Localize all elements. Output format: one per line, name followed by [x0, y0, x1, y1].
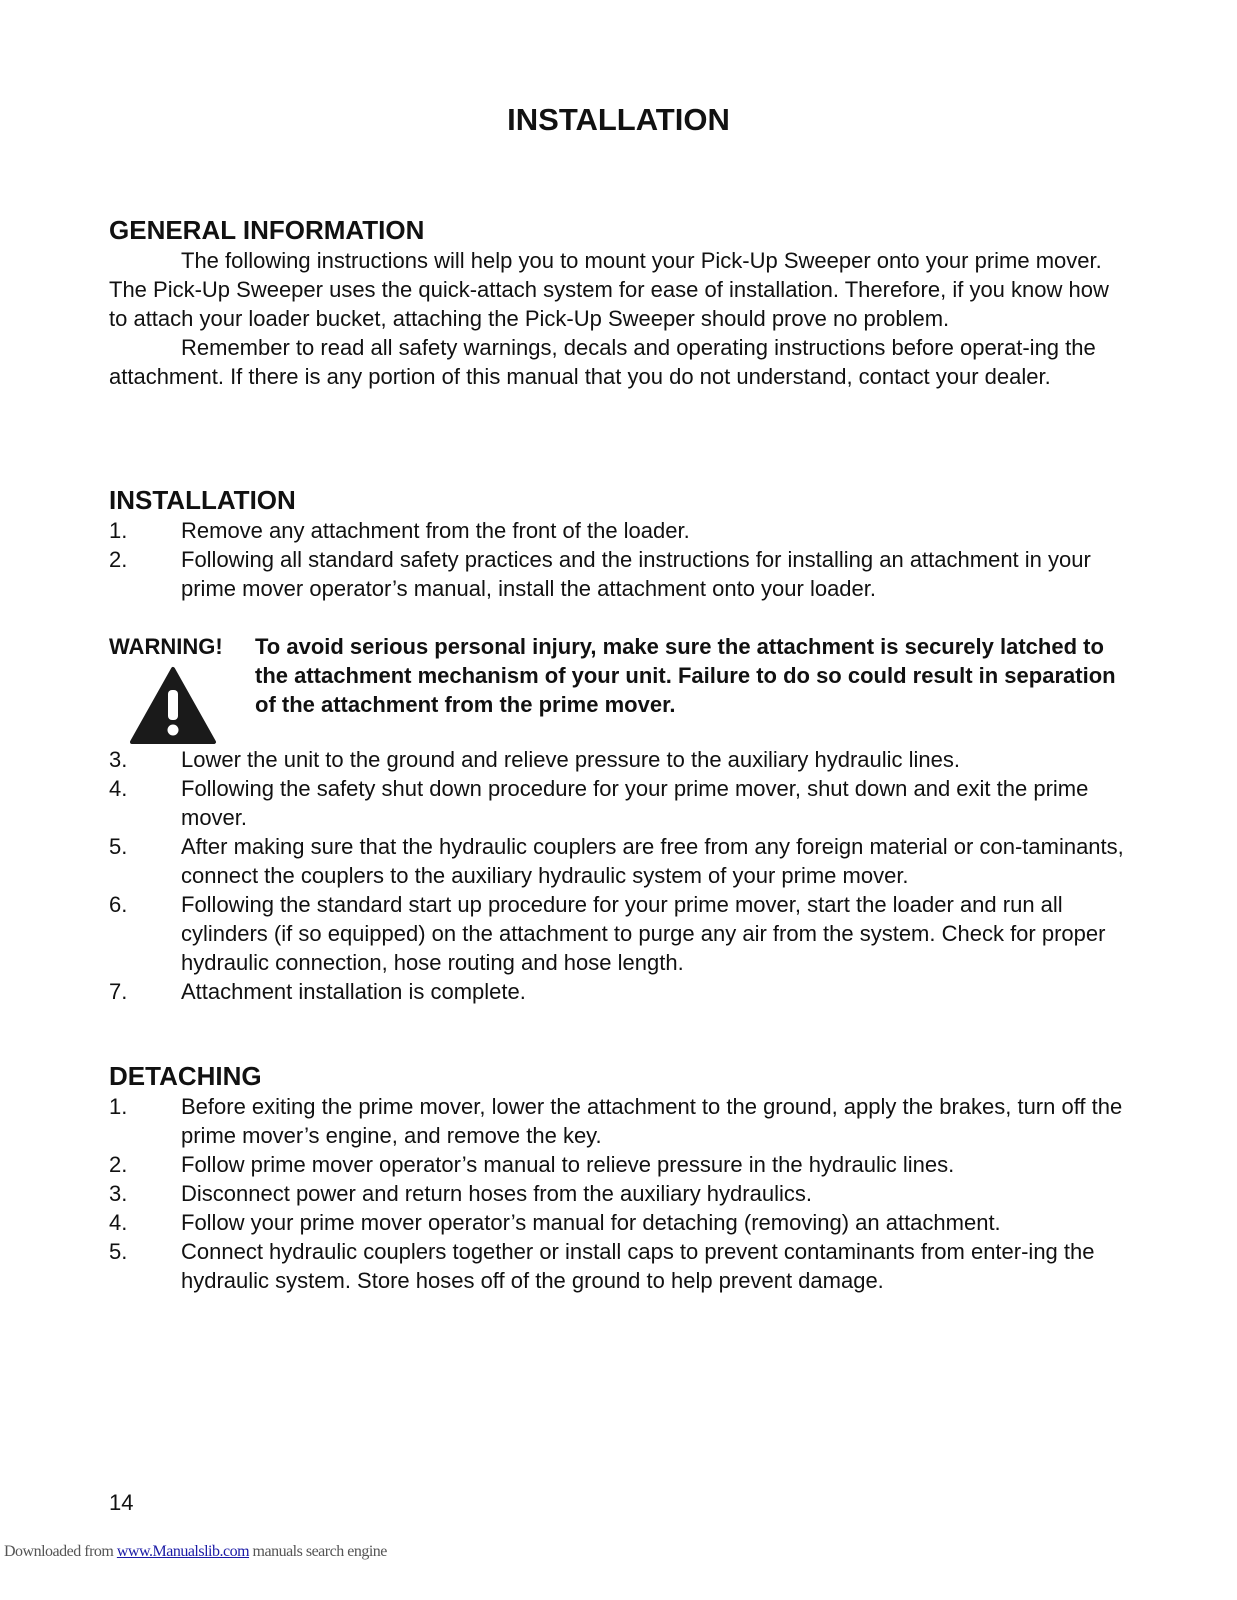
footer: [4, 1542, 387, 1562]
list-item: [109, 977, 1129, 1006]
step-text: Following the standard start up procedure for your prime mover, start the loader and run all cylinders (if so equipped) on the attachment to purge any air from the system. Check for proper hydraulic connection, hose routing and hose length.: [181, 892, 1106, 975]
step-number: 5.: [109, 1239, 128, 1264]
step-number: 1.: [109, 518, 128, 543]
installation-steps-list: [109, 745, 1129, 1006]
footer-suffix: manuals search engine: [249, 1543, 387, 1560]
list-item: [109, 516, 1129, 545]
list-item: [109, 1237, 1129, 1295]
step-text: Before exiting the prime mover, lower the attachment to the ground, apply the brakes, turn off the prime mover’s engine, and remove the key.: [181, 1094, 1123, 1148]
installation-steps-continued: [109, 745, 1129, 1006]
section-heading-general: GENERAL INFORMATION: [109, 215, 425, 245]
step-text: Attachment installation is complete.: [181, 979, 526, 1004]
section-heading-installation: INSTALLATION: [109, 485, 296, 515]
warning-block: [109, 632, 1129, 719]
step-number: 3.: [109, 747, 128, 772]
list-item: [109, 1150, 1129, 1179]
list-item: [109, 545, 1129, 603]
step-text: After making sure that the hydraulic couplers are free from any foreign material or con-taminants, connect the couplers to the auxiliary hydraulic system of your prime mover.: [181, 834, 1124, 888]
step-number: 7.: [109, 979, 128, 1004]
footer-prefix: Downloaded from: [4, 1543, 117, 1560]
detaching-steps-list: [109, 1092, 1129, 1295]
step-text: Following the safety shut down procedure for your prime mover, shut down and exit the prime mover.: [181, 776, 1089, 830]
warning-label: WARNING!: [109, 634, 223, 659]
page-number: 14: [109, 1490, 134, 1515]
list-item: [109, 774, 1129, 832]
list-item: [109, 1208, 1129, 1237]
list-item: [109, 1179, 1129, 1208]
detaching-section: [109, 1060, 1129, 1295]
step-number: 4.: [109, 776, 128, 801]
warning-text: To avoid serious personal injury, make sure the attachment is securely latched to the attachment mechanism of your unit. Failure to do so could result in separation of the attachment from the prime mover.: [255, 634, 1116, 717]
footer-link[interactable]: www.Manualslib.com: [116, 1543, 250, 1560]
step-number: 5.: [109, 834, 128, 859]
step-text: Follow your prime mover operator’s manual for detaching (removing) an attachment.: [181, 1210, 1001, 1235]
step-number: 1.: [109, 1094, 128, 1119]
general-paragraph: The following instructions will help you to mount your Pick-Up Sweeper onto your prime mover. The Pick-Up Sweeper uses the quick-attach system for ease of installation. Therefore, if you know how to attach your loader bucket, attaching the Pick-Up Sweeper should prove no problem.: [109, 248, 1109, 331]
installation-steps-list: [109, 516, 1129, 603]
list-item: [109, 832, 1129, 890]
section-heading-detaching: DETACHING: [109, 1061, 262, 1091]
step-text: Follow prime mover operator’s manual to relieve pressure in the hydraulic lines.: [181, 1152, 955, 1177]
list-item: [109, 890, 1129, 977]
list-item: [109, 745, 1129, 774]
installation-section: [109, 484, 1129, 603]
step-number: 4.: [109, 1210, 128, 1235]
general-paragraph: Remember to read all safety warnings, decals and operating instructions before operat-ing the attachment. If there is any portion of this manual that you do not understand, contact your dealer.: [109, 335, 1096, 389]
step-text: Disconnect power and return hoses from the auxiliary hydraulics.: [181, 1181, 812, 1206]
step-text: Lower the unit to the ground and relieve pressure to the auxiliary hydraulic lines.: [181, 747, 961, 772]
step-text: Following all standard safety practices and the instructions for installing an attachment in your prime mover operator’s manual, install the attachment onto your loader.: [181, 547, 1091, 601]
list-item: [109, 1092, 1129, 1150]
step-text: Remove any attachment from the front of the loader.: [181, 518, 690, 543]
step-number: 3.: [109, 1181, 128, 1206]
step-text: Connect hydraulic couplers together or install caps to prevent contaminants from enter-ing the hydraulic system. Store hoses off of the ground to help prevent damage.: [181, 1239, 1095, 1293]
step-number: 2.: [109, 547, 128, 572]
step-number: 2.: [109, 1152, 128, 1177]
general-information-section: [109, 214, 1129, 391]
page-title: INSTALLATION: [507, 102, 730, 137]
step-number: 6.: [109, 892, 128, 917]
warning-triangle-icon: [129, 666, 217, 746]
